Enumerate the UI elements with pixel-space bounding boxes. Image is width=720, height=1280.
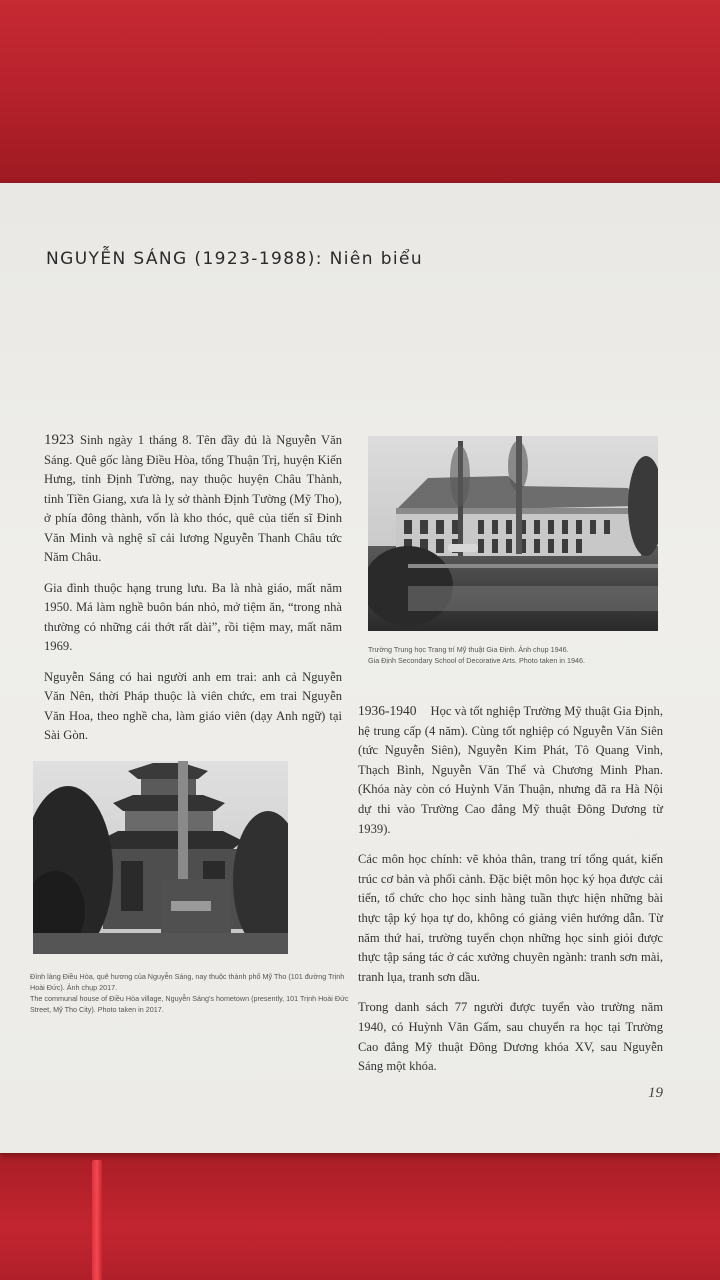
caption-english: Gia Định Secondary School of Decorative Arts. Photo taken in 1946. <box>368 656 585 665</box>
year-range-label: 1936-1940 <box>358 703 417 718</box>
bookmark-ribbon <box>92 1160 102 1280</box>
entry-1923-text: Sinh ngày 1 tháng 8. Tên đầy đủ là Nguyễn Văn Sáng. Quê gốc làng Điều Hòa, tổng Thuận Trị, huyện Kiến Hưng, tỉnh Định Tường, nay thuộc huyện Châu Thành, tỉnh Tiền Giang, xưa là lỵ sở thành Định Tường (Mỹ Tho), ở phía đông thành, vốn là kho thóc, quê của tiến sĩ Đinh Văn Minh và nghệ sĩ cải lương Nguyễn Thanh Châu tức Năm Châu. <box>44 433 342 564</box>
siblings-paragraph: Nguyễn Sáng có hai người anh em trai: anh cả Nguyễn Văn Nên, thời Pháp thuộc là viên chức, em trai Nguyễn Văn Hoa, theo nghề cha, làm giáo viên (dạy Anh ngữ) tại Sài Gòn. <box>44 669 342 742</box>
book-page <box>0 183 720 1153</box>
right-text-column <box>358 701 663 1088</box>
entry-1923 <box>44 431 342 568</box>
communal-house-photo <box>33 761 288 954</box>
school-photo-caption <box>368 644 668 666</box>
red-cloth-background-bottom <box>0 1150 720 1280</box>
subjects-paragraph: Các môn học chính: vẽ khỏa thân, trang trí tổng quát, kiến trúc cơ bản và phối cảnh. Đặc biệt môn học ký họa được cải tiến, tổ chức cho học sinh hàng tuần thực hiện những bài thực tập ký họa tự do, không có giảng viên hướng dẫn. Từ năm thứ hai, trường tuyển chọn những học sinh giỏi được thực tập sáng tác ở các xưởng chuyên ngành: tranh sơn mài, tranh lụa, tranh sơn dầu. <box>358 852 663 984</box>
caption-vietnamese: Đình làng Điều Hòa, quê hương của Nguyễn Sáng, nay thuộc thành phố Mỹ Tho (101 đường Trịnh Hoài Đức). Ảnh chụp 2017. <box>30 972 345 992</box>
school-building-photo <box>368 436 658 631</box>
entry-1936-1940-text: Học và tốt nghiệp Trường Mỹ thuật Gia Định, hệ trung cấp (4 năm). Cùng tốt nghiệp có Nguyễn Văn Siên (tức Nguyễn Siên), Nguyễn Kim Phát, Tô Quang Vinh, Thạch Bình, Nguyễn Văn Thể và Chương Minh Phan. (Khóa này còn có Huỳnh Văn Thuận, nhưng đã ra Hà Nội dự thi vào Trường Cao đẳng Mỹ thuật Đông Dương từ 1939). <box>358 704 663 836</box>
page-title: NGUYỄN SÁNG (1923-1988): Niên biểu <box>46 249 424 269</box>
caption-english: The communal house of Điều Hòa village, Nguyễn Sáng's hometown (presently, 101 Trịnh Hoài Đức Street, Mỹ Tho City). Photo taken in 2017. <box>30 994 349 1014</box>
enrollment-paragraph: Trong danh sách 77 người được tuyển vào trường năm 1940, có Huỳnh Văn Gấm, sau chuyển ra học tại Trường Cao đẳng Mỹ thuật Đông Dương khóa XV, sau Nguyễn Sáng một khóa. <box>358 1000 663 1074</box>
page-number: 19 <box>648 1085 663 1101</box>
communal-house-caption <box>30 971 350 1015</box>
caption-vietnamese: Trường Trung học Trang trí Mỹ thuật Gia Định. Ảnh chụp 1946. <box>368 645 569 654</box>
red-cloth-background-top <box>0 0 720 185</box>
year-label: 1923 <box>44 432 74 448</box>
family-paragraph: Gia đình thuộc hạng trung lưu. Ba là nhà giáo, mất năm 1950. Má làm nghề buôn bán nhỏ, mở tiệm ăn, “trong nhà thường có những cái thớt rất dài”, rồi tiệm may, mất năm 1969. <box>44 580 342 653</box>
entry-1936-1940 <box>358 701 663 839</box>
left-text-column <box>44 431 342 757</box>
